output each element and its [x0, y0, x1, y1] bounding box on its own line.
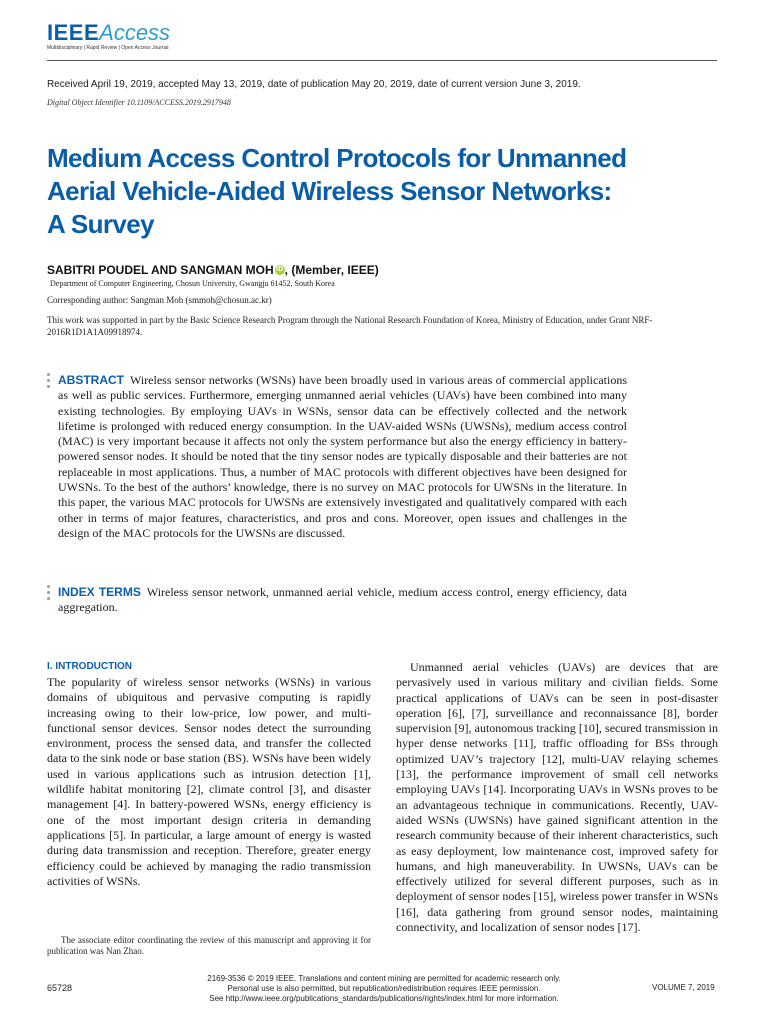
index-terms-text: Wireless sensor network, unmanned aerial vehicle, medium access control, energy efficiency, data aggregation.: [58, 585, 627, 615]
logo-wordmark: [47, 22, 170, 44]
left-column: [47, 660, 371, 889]
license-line: 2169-3536 © 2019 IEEE. Translations and content mining are permitted for academic research only.: [207, 974, 561, 983]
abstract-text: Wireless sensor networks (WSNs) have been broadly used in various areas of commercial applications as well as public services. Furthermore, emerging unmanned aerial vehicles (UAVs) have been combined into many existing technologies. By employing UAVs in WSNs, sensor data can be effectively collected and the network lifetime is prolonged with reduced energy consumption. In the UAV-aided WSNs (UWSNs), medium access control (MAC) is very important because it affects not only the system performance but also the energy efficiency in battery-powered sensor nodes. It should be noted that the tiny sensor nodes are typically disposable and their batteries are not replaceable in most applications. Thus, a number of MAC protocols with different objectives have been designed for UWSNs. To the best of the authors’ knowledge, there is no survey on MAC protocols for UWSNs in the literature. In this paper, the various MAC protocols for UWSNs are extensively investigated and qualitatively compared with each other in terms of major features, characteristics, and pros and cons. Moreover, open issues and challenges in the design of the MAC protocols for the UWSNs are discussed.: [58, 373, 627, 540]
index-terms: [58, 585, 627, 616]
title-line: Medium Access Control Protocols for Unmanned: [47, 143, 627, 173]
doi[interactable]: Digital Object Identifier 10.1109/ACCESS.2019.2917948: [47, 98, 231, 107]
title-line: A Survey: [47, 209, 154, 239]
license-line: Personal use is also permitted, but republication/redistribution requires IEEE permission.: [227, 984, 541, 993]
logo-tagline: Multidisciplinary | Rapid Review | Open Access Journal: [47, 45, 169, 51]
title-line: Aerial Vehicle-Aided Wireless Sensor Networks:: [47, 176, 612, 206]
intro-paragraph-left: The popularity of wireless sensor networks (WSNs) in various domains of ubiquitous and pervasive computing is rapidly increasing owing to their low-price, low power, and multi-functional sensor devices. Sensor nodes detect the surrounding environment, process the sensed data, and transfer the collected data to the sink node or base station (BS). WSNs have been widely used in various applications such as intrusion detection [1], wildlife habitat monitoring [2], climate control [3], and disaster management [4]. In battery-powered WSNs, energy efficiency is one of the most important design criteria in demanding applications [5]. In particular, a large amount of energy is wasted during data transmission and reception. Therefore, greater energy efficiency could be achieved by managing the radio transmission activities of WSNs.: [47, 675, 371, 888]
author-line: [47, 263, 379, 277]
paper-title: [47, 142, 687, 241]
abstract-label: ABSTRACT: [58, 373, 124, 387]
index-terms-label: INDEX TERMS: [58, 585, 141, 599]
logo-ieee: IEEE: [47, 20, 100, 45]
license-link[interactable]: See http://www.ieee.org/publications_standards/publications/rights/index.html for more information.: [209, 994, 559, 1003]
index-dots-icon: [47, 585, 50, 603]
abstract: [58, 373, 627, 541]
header-rule: [47, 60, 717, 61]
member-note: , (Member, IEEE): [284, 263, 379, 277]
intro-paragraph-right: Unmanned aerial vehicles (UAVs) are devices that are pervasively used in various military and civilian fields. Some practical applications of UAVs can be seen in post-disaster operation [6], [7], surveillance and reconnaissance [8], border supervision [9], autonomous tracking [10], secured transmission in hyper dense networks [11], traffic offloading for BSs through optimized UAV’s trajectory [12], multi-UAV relaying schemes [13], the performance improvement of small cell networks employing UAVs [14]. Incorporating UAVs in WSNs proves to be an advantageous technique in communications. Recently, UAV-aided WSNs (UWSNs) have gained significant attention in the research community because of their inherent characteristics, such as easy deployment, low maintenance cost, improved safety for humans, and high maneuverability. In UWSNs, UAVs can be effectively utilized for several different purposes, such as in deployment of sensor nodes [15], wireless power transfer in WSNs [16], data gathering from ground sensor nodes, maintaining connectivity, and localization of sensor nodes [17].: [396, 660, 718, 935]
editor-footnote: The associate editor coordinating the review of this manuscript and approving it for publication was Nan Zhao.: [47, 935, 371, 956]
received-dates: Received April 19, 2019, accepted May 13, 2019, date of publication May 20, 2019, date of current version June 3, 2019.: [47, 79, 581, 90]
abstract-dots-icon: [47, 373, 50, 391]
journal-logo: [47, 22, 170, 51]
corresponding-author: Corresponding author: Sangman Moh (smmoh@chosun.ac.kr): [47, 295, 272, 305]
funding-note: This work was supported in part by the Basic Science Research Program through the National Research Foundation of Korea, Ministry of Education, under Grant NRF-2016R1D1A1A09918974.: [47, 315, 653, 337]
logo-access: Access: [99, 20, 171, 45]
authors: SABITRI POUDEL AND SANGMAN MOH: [47, 263, 274, 277]
orcid-icon[interactable]: iD: [276, 266, 284, 273]
affiliation: Department of Computer Engineering, Chosun University, Gwangju 61452, South Korea: [50, 279, 335, 288]
page-number: 65728: [47, 983, 73, 993]
license-note: [170, 974, 598, 1004]
volume-info: VOLUME 7, 2019: [652, 983, 715, 992]
section-heading: I. INTRODUCTION: [47, 661, 132, 672]
